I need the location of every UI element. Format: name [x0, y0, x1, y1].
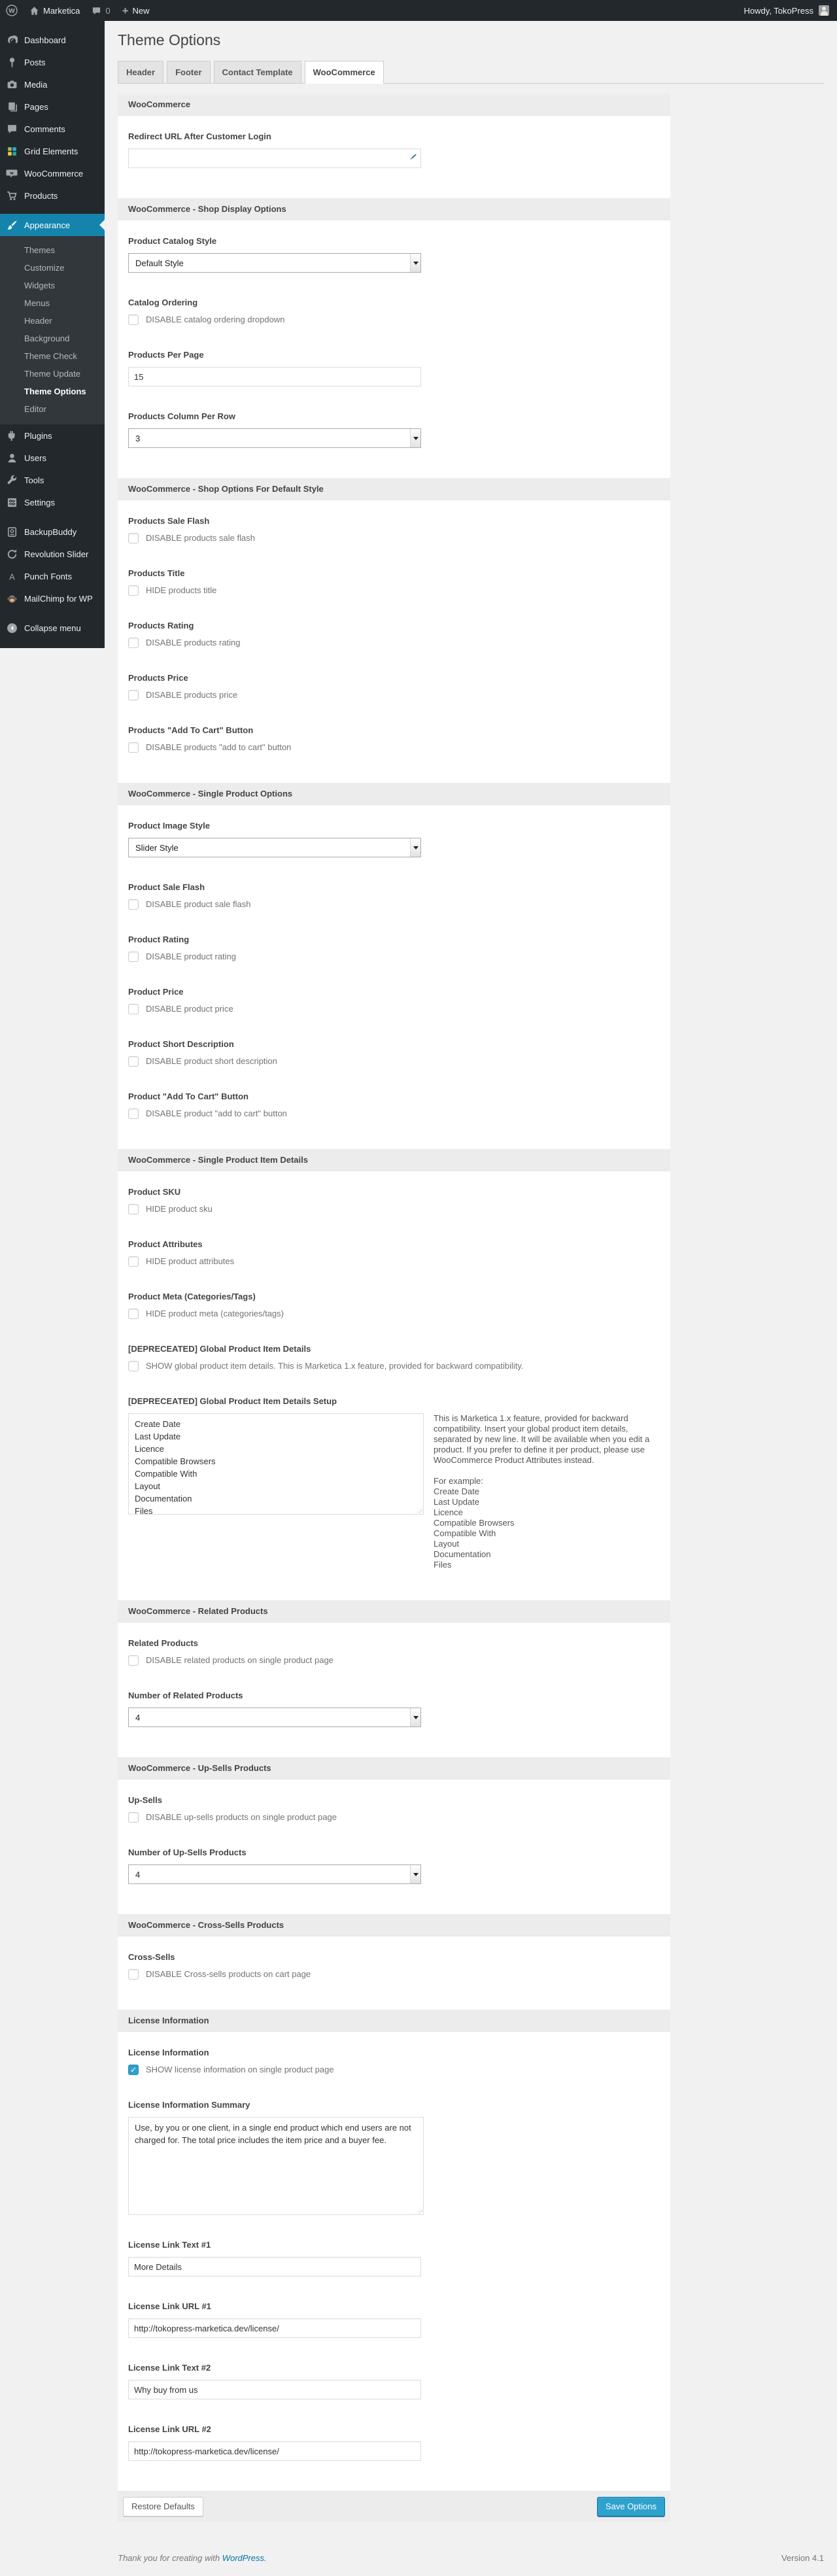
chevron-down-icon [410, 838, 420, 857]
sidebar-item-grid-elements[interactable] [0, 140, 105, 162]
field-label: License Link Text #2 [128, 2363, 211, 2373]
field-product-add-to-cart-button [128, 1091, 660, 1119]
field-label: Products Per Page [128, 350, 204, 360]
grid-elements-icon [5, 145, 18, 158]
select-value: 4 [135, 1869, 141, 1880]
field-label: Catalog Ordering [128, 298, 198, 307]
section-header-woocommerce-shop-options-for-default-style: WooCommerce - Shop Options For Default Style [118, 478, 670, 500]
chevron-down-icon [410, 254, 420, 272]
menu-separator [0, 207, 105, 214]
products-price-checkbox[interactable] [128, 690, 139, 700]
section-body-woocommerce-up-sells-products [118, 1779, 670, 1914]
sidebar-item-label: Plugins [24, 430, 52, 441]
field-license-link-text-1 [128, 2240, 660, 2276]
sidebar-item-punch-fonts[interactable] [0, 565, 105, 587]
sidebar-item-label: MailChimp for WP [24, 593, 93, 604]
products-rating-checkbox[interactable] [128, 638, 139, 648]
sidebar-item-media[interactable] [0, 73, 105, 95]
section-header-woocommerce-single-product-options: WooCommerce - Single Product Options [118, 783, 670, 805]
field-label: Products "Add To Cart" Button [128, 725, 254, 735]
revolution-slider-icon [5, 547, 18, 560]
checkbox-option-label: DISABLE product rating [146, 952, 237, 961]
sidebar-subitem-menus[interactable]: Menus [24, 298, 50, 308]
restore-defaults-button[interactable]: Restore Defaults [123, 2497, 203, 2516]
checkbox-option-label: SHOW global product item details. This is Marketica 1.x feature, provided for backward compatibility. [146, 1361, 524, 1371]
menu-separator [0, 610, 105, 617]
field-label: Products Rating [128, 621, 194, 630]
sidebar-item-settings[interactable] [0, 491, 105, 513]
sidebar-item-collapse-menu[interactable] [0, 617, 105, 639]
field-label: License Information Summary [128, 2100, 250, 2110]
footer-thanks [118, 2553, 267, 2563]
field-product-sale-flash [128, 882, 660, 910]
license-link-text-2-input[interactable] [128, 2380, 421, 2399]
sidebar-item-posts[interactable] [0, 51, 105, 73]
field-product-price [128, 987, 660, 1014]
description-paragraph: This is Marketica 1.x feature, provided for backward compatibility. Insert your global product item details, separated by new line. It will be available when you edit a product. If you prefer to define it per product, please use WooCommerce Product Attributes instead. [434, 1413, 650, 1465]
field-license-link-url-1 [128, 2301, 660, 2338]
dashboard-icon [5, 33, 18, 46]
sidebar-subitem-theme-options[interactable]: Theme Options [24, 386, 86, 396]
field-product-sku [128, 1187, 660, 1214]
sidebar-item-label: Users [24, 453, 46, 463]
product-price-checkbox[interactable] [128, 1004, 139, 1014]
sidebar-item-plugins[interactable] [0, 424, 105, 447]
field-product-catalog-style [128, 236, 660, 273]
posts-icon [5, 56, 18, 69]
product-catalog-style-select[interactable] [128, 253, 421, 273]
sidebar-item-backupbuddy[interactable] [0, 521, 105, 543]
field-up-sells [128, 1795, 660, 1823]
field-products-price [128, 673, 660, 700]
field-product-attributes [128, 1239, 660, 1267]
plus-icon: + [122, 4, 129, 17]
field-label: Related Products [128, 1638, 198, 1648]
punch-fonts-icon [5, 570, 18, 583]
checkbox-option-label: DISABLE product price [146, 1004, 233, 1014]
sidebar-item-pages[interactable] [0, 95, 105, 118]
sidebar-item-label: Comments [24, 124, 65, 134]
checkbox-option-label: SHOW license information on single product page [146, 2065, 334, 2074]
sidebar-item-revolution-slider[interactable] [0, 543, 105, 565]
section-header-license-information: License Information [118, 2010, 670, 2032]
sidebar-item-label: Media [24, 79, 48, 90]
page-footer [118, 2553, 824, 2576]
field-catalog-ordering [128, 298, 660, 325]
section-header-woocommerce-up-sells-products: WooCommerce - Up-Sells Products [118, 1757, 670, 1779]
mailchimp-for-wp-icon [5, 592, 18, 605]
sidebar-item-label: Appearance [24, 220, 71, 230]
related-products-checkbox[interactable] [128, 1655, 139, 1666]
example-item: Compatible With [434, 1528, 496, 1538]
checkbox-option-label: DISABLE up-sells products on single product page [146, 1812, 337, 1822]
field-product-meta-categories-tags [128, 1292, 660, 1319]
field-label: Products Column Per Row [128, 411, 235, 421]
product-image-style-select[interactable] [128, 838, 421, 857]
sidebar-item-label: Collapse menu [24, 623, 81, 633]
select-value: 4 [135, 1712, 141, 1723]
theme-options-panel [118, 94, 670, 2522]
field-label: Redirect URL After Customer Login [128, 131, 271, 141]
tab-bar [118, 60, 824, 84]
select-value: Slider Style [135, 842, 179, 853]
section-header-woocommerce-related-products: WooCommerce - Related Products [118, 1600, 670, 1623]
field-related-products [128, 1638, 660, 1666]
sidebar-item-users[interactable] [0, 447, 105, 469]
license-link-url-2-input[interactable] [128, 2441, 421, 2461]
woocommerce-icon [5, 167, 18, 180]
field-number-of-up-sells-products [128, 1847, 660, 1884]
field-label: License Link Text #1 [128, 2240, 211, 2250]
field-label: Products Price [128, 673, 188, 683]
sidebar-subitem-widgets[interactable]: Widgets [24, 281, 55, 290]
sidebar-subitem-customize[interactable]: Customize [24, 263, 65, 273]
sidebar-item-label: Punch Fonts [24, 571, 72, 581]
comment-icon [92, 6, 101, 16]
example-label: For example: [434, 1476, 483, 1486]
field-label: Products Sale Flash [128, 516, 210, 526]
svg-text:w: w [10, 171, 14, 176]
products-sale-flash-checkbox[interactable] [128, 533, 139, 543]
field-label: [DEPRECEATED] Global Product Item Details Setup [128, 1396, 337, 1406]
checkbox-option-label: DISABLE products sale flash [146, 533, 255, 543]
sidebar-item-label: WooCommerce [24, 168, 84, 179]
sidebar-item-tools[interactable] [0, 469, 105, 491]
main-content [105, 21, 837, 2576]
example-item: Licence [434, 1507, 463, 1517]
tab-header[interactable]: Header [118, 61, 163, 83]
field-label: Product Image Style [128, 821, 210, 831]
field-number-of-related-products [128, 1691, 660, 1727]
products-per-page-input[interactable] [128, 367, 421, 386]
checkbox-option-label: DISABLE product sale flash [146, 899, 251, 909]
products-icon [5, 189, 18, 202]
checkbox-option-label: HIDE product sku [146, 1204, 213, 1214]
field-label: Product Catalog Style [128, 236, 217, 246]
license-information-checkbox[interactable]: ✓ [128, 2065, 139, 2075]
product-sale-flash-checkbox[interactable] [128, 899, 139, 910]
number-of-up-sells-products-select[interactable] [128, 1864, 421, 1884]
example-item: Documentation [434, 1549, 491, 1559]
field-description [434, 1413, 660, 1570]
appearance-icon [5, 218, 18, 232]
section-body-woocommerce-cross-sells-products [118, 1936, 670, 2010]
checkbox-option-label: HIDE products title [146, 585, 217, 595]
product-meta-categories-tags-checkbox[interactable] [128, 1309, 139, 1319]
sidebar-subitem-themes[interactable]: Themes [24, 245, 55, 255]
field-label: Product Attributes [128, 1239, 203, 1249]
plugins-icon [5, 429, 18, 442]
field-label: Product SKU [128, 1187, 181, 1197]
tab-contact-template[interactable]: Contact Template [214, 61, 301, 83]
tab-footer[interactable]: Footer [167, 61, 210, 83]
field-products-per-page [128, 350, 660, 386]
users-icon [5, 451, 18, 464]
field-product-rating [128, 935, 660, 962]
field-products-rating [128, 621, 660, 648]
depreceated-global-product-item-details-checkbox[interactable] [128, 1361, 139, 1371]
field-label: Product Meta (Categories/Tags) [128, 1292, 256, 1301]
field-label: Up-Sells [128, 1795, 163, 1805]
comments-count: 0 [105, 5, 111, 16]
field-cross-sells [128, 1952, 660, 1980]
field-products-sale-flash [128, 516, 660, 543]
menu-separator [0, 513, 105, 521]
field-license-information-summary [128, 2100, 660, 2215]
products-title-checkbox[interactable] [128, 585, 139, 596]
site-name-link[interactable] [24, 0, 86, 21]
field-redirect-url-after-customer-login [128, 131, 660, 168]
howdy-account[interactable]: Howdy, TokoPress [743, 5, 813, 16]
sidebar-item-label: Revolution Slider [24, 549, 89, 559]
sidebar-item-label: BackupBuddy [24, 526, 77, 537]
field-label: Product Rating [128, 935, 190, 944]
section-body-woocommerce-single-product-options [118, 805, 670, 1149]
sidebar-item-comments[interactable] [0, 118, 105, 140]
sidebar-item-woocommerce[interactable] [0, 162, 105, 184]
product-sku-checkbox[interactable] [128, 1204, 139, 1214]
field-label: License Link URL #1 [128, 2301, 211, 2311]
license-link-url-1-input[interactable] [128, 2318, 421, 2338]
field-label: Product Price [128, 987, 184, 997]
cross-sells-checkbox[interactable] [128, 1969, 139, 1980]
field-label: Cross-Sells [128, 1952, 175, 1962]
panel-footer [118, 2491, 670, 2522]
svg-text:A: A [9, 572, 15, 582]
up-sells-checkbox[interactable] [128, 1812, 139, 1823]
checkbox-option-label: DISABLE products rating [146, 638, 241, 647]
product-short-description-checkbox[interactable] [128, 1056, 139, 1067]
checkbox-option-label: DISABLE related products on single product page [146, 1655, 333, 1665]
field-label: License Link URL #2 [128, 2424, 211, 2434]
example-item: Layout [434, 1539, 460, 1549]
sidebar-item-mailchimp-for-wp[interactable] [0, 587, 105, 610]
catalog-ordering-checkbox[interactable] [128, 315, 139, 325]
example-item: Create Date [434, 1486, 480, 1496]
avatar [819, 5, 829, 16]
section-body-woocommerce [118, 116, 670, 198]
field-label: Product Short Description [128, 1039, 234, 1049]
admin-bar-comments[interactable] [86, 0, 116, 21]
field-products-column-per-row [128, 411, 660, 448]
field-license-link-text-2 [128, 2363, 660, 2399]
checkbox-option-label: DISABLE products "add to cart" button [146, 742, 292, 752]
checkbox-option-label: DISABLE product "add to cart" button [146, 1108, 287, 1118]
section-body-woocommerce-single-product-item-details [118, 1171, 670, 1600]
tab-woocommerce[interactable]: WooCommerce [305, 61, 384, 84]
appearance-submenu [0, 236, 105, 424]
sidebar [0, 21, 105, 648]
checkbox-option-label: DISABLE Cross-sells products on cart page [146, 1969, 311, 1979]
products-add-to-cart-button-checkbox[interactable] [128, 742, 139, 753]
section-header-woocommerce-cross-sells-products: WooCommerce - Cross-Sells Products [118, 1914, 670, 1936]
settings-icon [5, 496, 18, 509]
wordpress-logo-icon[interactable] [0, 0, 24, 21]
sidebar-item-label: Settings [24, 497, 55, 507]
number-of-related-products-select[interactable] [128, 1708, 421, 1727]
field-product-short-description [128, 1039, 660, 1067]
section-header-woocommerce-single-product-item-details: WooCommerce - Single Product Item Details [118, 1149, 670, 1171]
products-column-per-row-select[interactable] [128, 428, 421, 448]
media-icon [5, 78, 18, 91]
admin-bar-new[interactable] [116, 0, 156, 21]
field-products-add-to-cart-button [128, 725, 660, 753]
footer-version: Version 4.1 [781, 2553, 824, 2563]
sidebar-item-label: Grid Elements [24, 146, 78, 156]
section-body-woocommerce-related-products [118, 1623, 670, 1757]
checkbox-option-label: HIDE product meta (categories/tags) [146, 1309, 284, 1318]
wordpress-link[interactable]: WordPress. [222, 2553, 267, 2563]
site-name-label: Marketica [43, 5, 80, 16]
svg-text:W: W [9, 8, 15, 15]
product-attributes-checkbox[interactable] [128, 1256, 139, 1267]
chevron-down-icon [410, 429, 420, 447]
field-label: License Information [128, 2048, 209, 2057]
pages-icon [5, 100, 18, 113]
sidebar-item-products[interactable] [0, 184, 105, 207]
footer-thanks-text: Thank you for creating with [118, 2553, 222, 2563]
chevron-down-icon [410, 1865, 420, 1883]
sidebar-subitem-header[interactable]: Header [24, 316, 52, 326]
product-add-to-cart-button-checkbox[interactable] [128, 1108, 139, 1119]
field-label: [DEPRECEATED] Global Product Item Details [128, 1344, 311, 1354]
sidebar-subitem-background[interactable]: Background [24, 334, 70, 343]
section-body-woocommerce-shop-display-options [118, 220, 670, 478]
sidebar-subitem-theme-check[interactable]: Theme Check [24, 351, 77, 361]
license-link-text-1-input[interactable] [128, 2257, 421, 2276]
section-body-license-information [118, 2032, 670, 2491]
select-value: 3 [135, 433, 141, 443]
field-products-title [128, 568, 660, 596]
home-icon [29, 6, 39, 16]
section-header-woocommerce-shop-display-options: WooCommerce - Shop Display Options [118, 198, 670, 220]
field-depreceated-global-product-item-details [128, 1344, 660, 1371]
sidebar-item-dashboard[interactable] [0, 29, 105, 51]
field-label: Products Title [128, 568, 185, 578]
field-product-image-style [128, 821, 660, 857]
field-license-link-url-2 [128, 2424, 660, 2461]
select-value: Default Style [135, 258, 184, 268]
checkbox-option-label: DISABLE product short description [146, 1056, 277, 1066]
page-picker-icon[interactable] [407, 153, 417, 165]
section-body-woocommerce-shop-options-for-default-style [118, 500, 670, 783]
product-rating-checkbox[interactable] [128, 952, 139, 962]
sidebar-item-appearance[interactable] [0, 214, 105, 236]
sidebar-subitem-theme-update[interactable]: Theme Update [24, 369, 80, 379]
example-item: Last Update [434, 1497, 480, 1507]
field-label: Product Sale Flash [128, 882, 205, 892]
sidebar-item-label: Posts [24, 57, 46, 67]
example-item: Files [434, 1560, 452, 1570]
tools-icon [5, 473, 18, 487]
license-information-summary-textarea[interactable] [128, 2117, 424, 2215]
new-label: New [132, 5, 150, 16]
comments-icon [5, 122, 18, 135]
checkbox-option-label: HIDE product attributes [146, 1256, 235, 1266]
sidebar-item-label: Dashboard [24, 35, 66, 45]
example-item: Compatible Browsers [434, 1518, 515, 1528]
field-license-information [128, 2048, 660, 2075]
page-title: Theme Options [118, 31, 221, 48]
field-depreceated-global-product-item-details-setup [128, 1396, 660, 1570]
section-header-woocommerce: WooCommerce [118, 94, 670, 116]
save-options-button[interactable]: Save Options [597, 2497, 665, 2516]
checkbox-option-label: DISABLE products price [146, 690, 238, 700]
field-label: Number of Up-Sells Products [128, 1847, 247, 1857]
sidebar-subitem-editor[interactable]: Editor [24, 404, 46, 414]
sidebar-item-label: Products [24, 190, 58, 201]
redirect-url-after-customer-login-input[interactable] [128, 148, 421, 168]
depreceated-global-product-item-details-setup-textarea[interactable] [128, 1413, 424, 1515]
field-label: Number of Related Products [128, 1691, 243, 1700]
admin-bar [0, 0, 837, 21]
sidebar-item-label: Pages [24, 101, 48, 112]
chevron-down-icon [410, 1708, 420, 1726]
sidebar-item-label: Tools [24, 475, 44, 485]
backupbuddy-icon [5, 525, 18, 538]
field-label: Product "Add To Cart" Button [128, 1091, 248, 1101]
checkbox-option-label: DISABLE catalog ordering dropdown [146, 315, 285, 324]
collapse-menu-icon [5, 621, 18, 634]
